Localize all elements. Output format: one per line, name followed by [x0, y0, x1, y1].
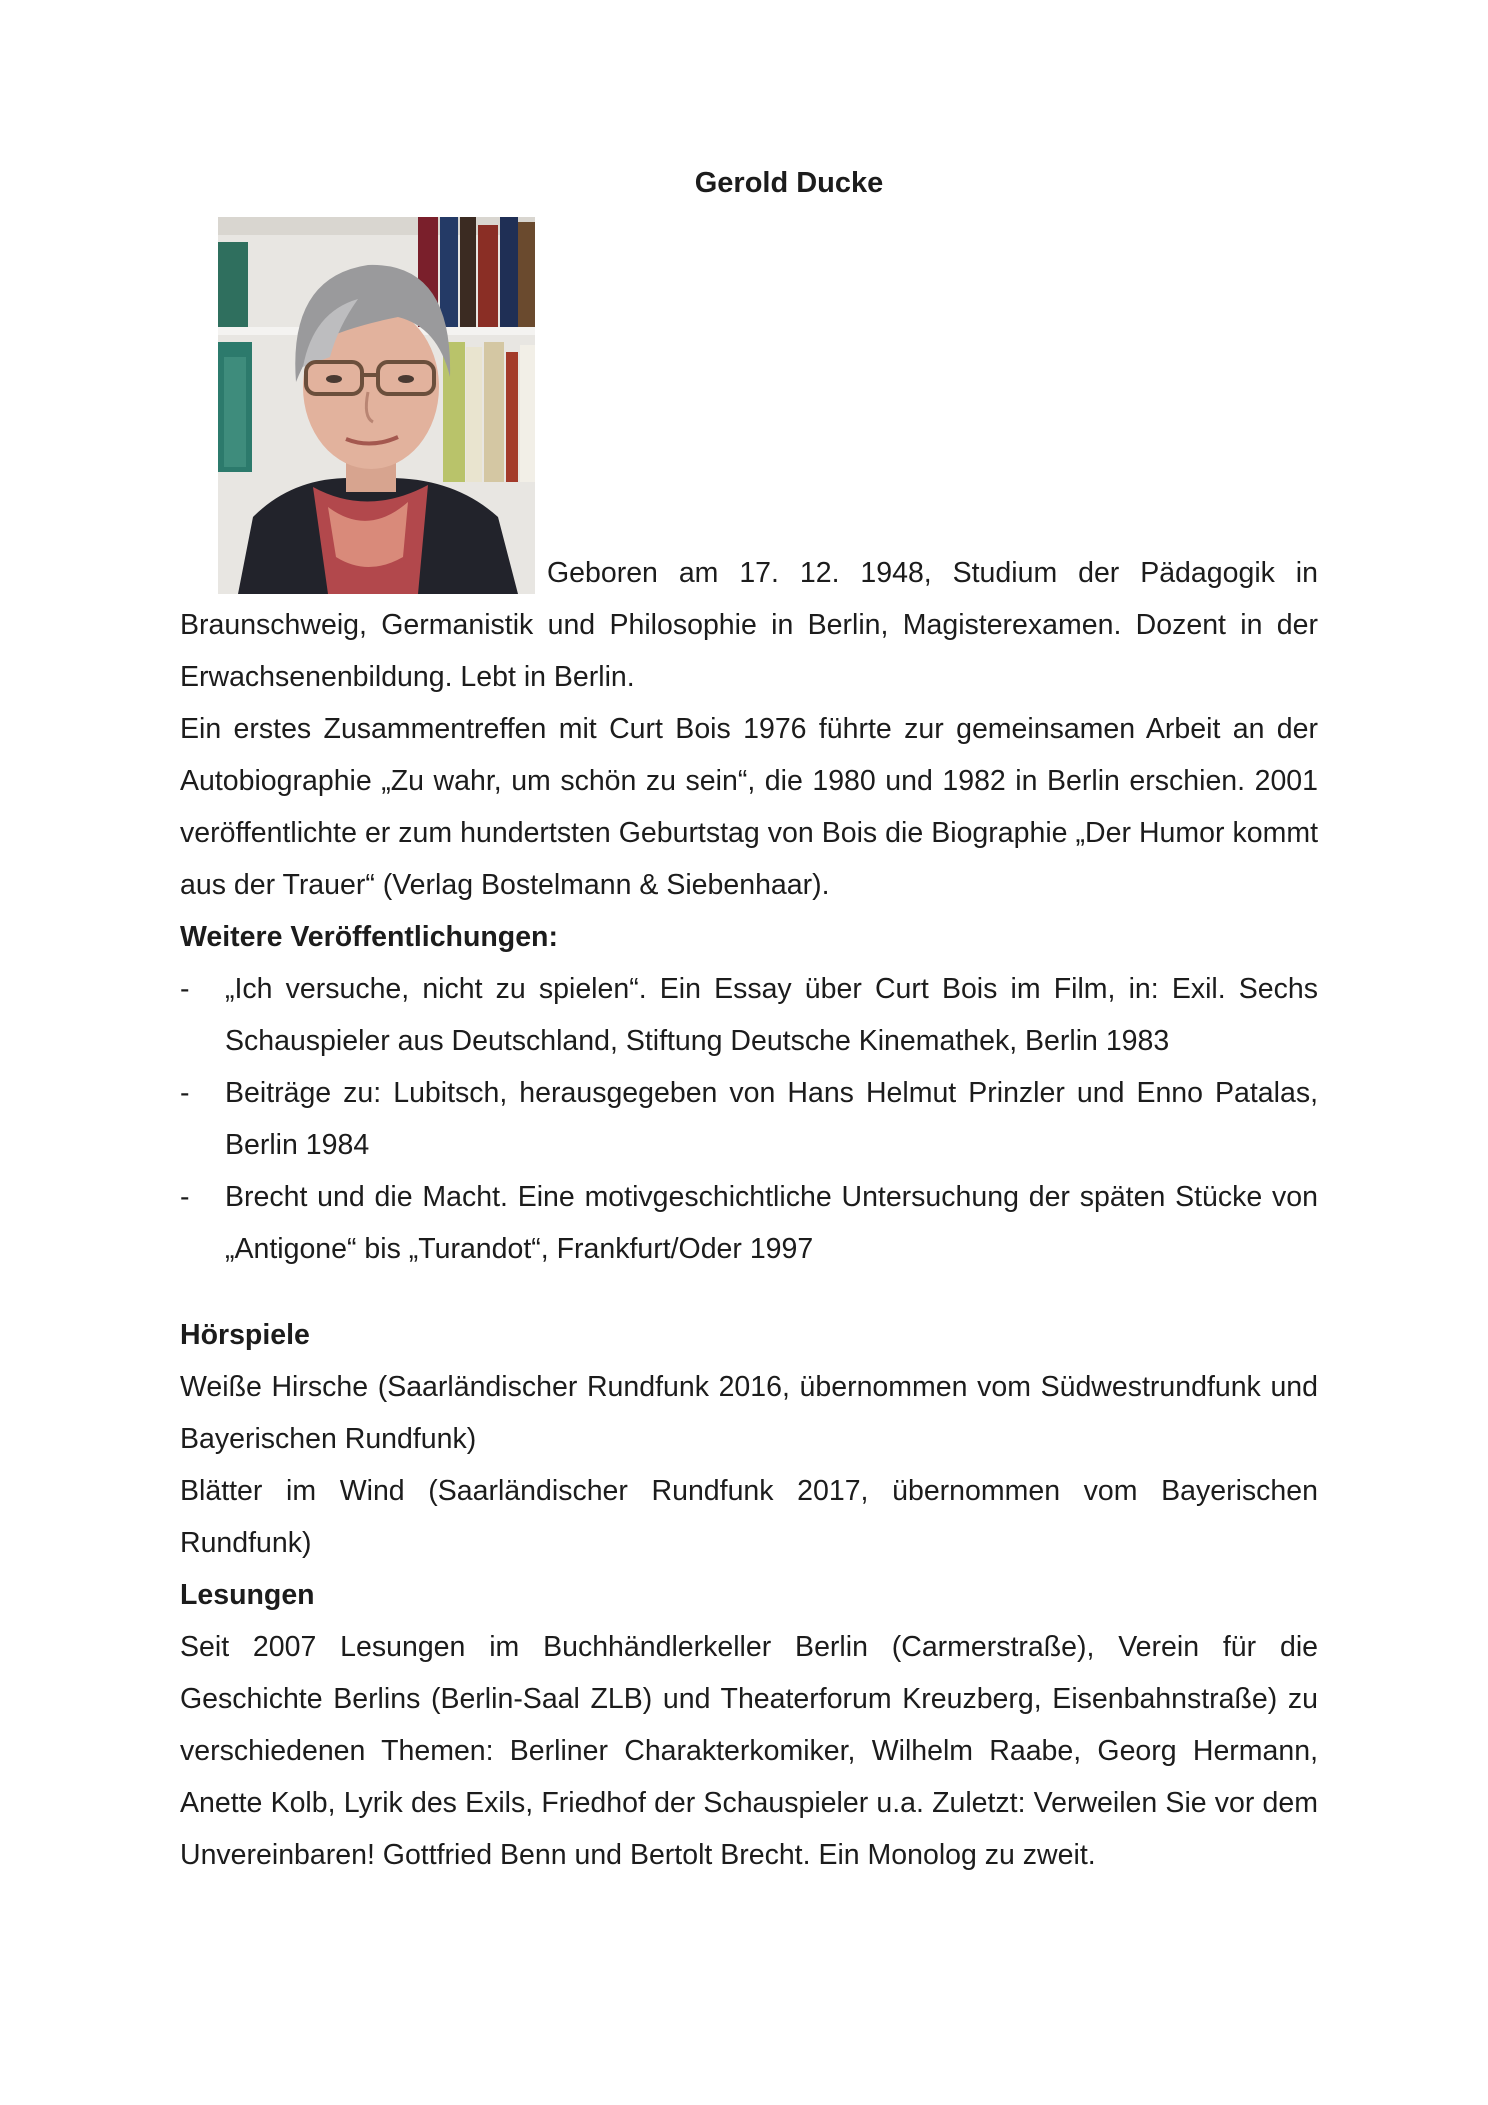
list-item [180, 1067, 1318, 1171]
list-bullet: - [180, 1077, 190, 1109]
list-bullet: - [180, 1181, 190, 1213]
bio-paragraph-2: Ein erstes Zusammentreffen mit Curt Bois 1976 führte zur gemeinsamen Arbeit an der Autobiographie „Zu wahr, um schön zu sein“, die 1980 und 1982 in Berlin erschien. 2001 veröffentlichte er zum hundertsten Geburtstag von Bois die Biographie „Der Humor kommt aus der Trauer“ (Verlag Bostelmann & Siebenhaar). [180, 713, 1318, 901]
list-item-text: Brecht und die Macht. Eine motivgeschichtliche Untersuchung der späten Stücke von „Antigone“ bis „Turandot“, Frankfurt/Oder 1997 [225, 1181, 1318, 1265]
bio-section [180, 217, 1318, 1881]
list-item [180, 1171, 1318, 1275]
publications-heading: Weitere Veröffentlichungen: [180, 921, 558, 953]
page-title: Gerold Ducke [694, 167, 884, 199]
hoerspiel-item-1: Weiße Hirsche (Saarländischer Rundfunk 2016, übernommen vom Südwestrundfunk und Bayerischen Rundfunk) [180, 1371, 1318, 1455]
hoerspiele-heading: Hörspiele [180, 1319, 310, 1351]
lesungen-text: Seit 2007 Lesungen im Buchhändlerkeller Berlin (Carmerstraße), Verein für die Geschichte Berlins (Berlin-Saal ZLB) und Theaterforum Kreuzberg, Eisenbahnstraße) zu verschiedenen Themen: Berliner Charakterkomiker, Wilhelm Raabe, Georg Hermann, Anette Kolb, Lyrik des Exils, Friedhof der Schauspieler u.a. Zuletzt: Verweilen Sie vor dem Unvereinbaren! Gottfried Benn und Bertolt Brecht. Ein Monolog zu zweit. [180, 1631, 1318, 1871]
hoerspiel-item-2: Blätter im Wind (Saarländischer Rundfunk 2017, übernommen vom Bayerischen Rundfunk) [180, 1475, 1318, 1559]
list-bullet: - [180, 973, 190, 1005]
lesungen-heading: Lesungen [180, 1579, 315, 1611]
portrait-photo [218, 217, 535, 594]
portrait-illustration [218, 217, 535, 594]
bio-text-1: Geboren am 17. 12. 1948, Studium der Pädagogik in Braunschweig, Germanistik und Philosophie in Berlin, Magisterexamen. Dozent in der Erwachsenenbildung. Lebt in Berlin. [180, 557, 1318, 693]
section-spacer [180, 1275, 1318, 1309]
list-item-text: „Ich versuche, nicht zu spielen“. Ein Essay über Curt Bois im Film, in: Exil. Sechs Schauspieler aus Deutschland, Stiftung Deutsche Kinemathek, Berlin 1983 [225, 973, 1318, 1057]
list-item [180, 963, 1318, 1067]
list-item-text: Beiträge zu: Lubitsch, herausgegeben von Hans Helmut Prinzler und Enno Patalas, Berlin 1984 [225, 1077, 1318, 1161]
publications-list [180, 963, 1318, 1275]
